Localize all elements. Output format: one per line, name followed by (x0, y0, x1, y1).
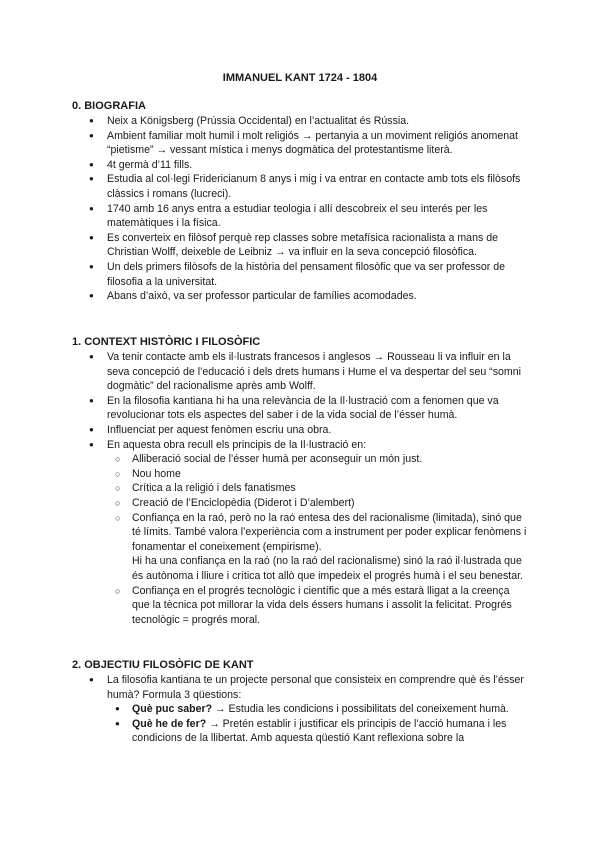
list-item: ● Es converteix en filòsof perquè rep classes sobre metafísica racionalista a mans de Christian Wolff, deixeble de Leibniz → va influir en la seva concepció filosòfica. (107, 231, 527, 260)
list-item (107, 673, 527, 746)
list-item: ● Estudia al col·legi Fridericianum 8 anys i mig i va entrar en contacte amb tots els filòsofs clàssics i romans (lucreci). (107, 172, 527, 201)
list-item: ● Ambient familiar molt humil i molt religiós → pertanyia a un moviment religiós anomenat “pietisme” → vessant mística i menys dogmàtica del protestantisme literà. (107, 129, 527, 158)
list-item: ● 4t germà d’11 fills. (107, 158, 527, 173)
sub-list-item: ○ Nou home (132, 467, 527, 482)
section-heading-context: 1. CONTEXT HISTÒRIC I FILOSÒFIC (72, 336, 261, 348)
illustration-principles-list (132, 452, 527, 627)
sub-list-item: ○ Crítica a la religió i dels fanatismes (132, 481, 527, 496)
list-item: ● Un dels primers filòsofs de la història del pensament filosòfic que va ser professor de filosofia a la universitat. (107, 260, 527, 289)
question-item (132, 717, 527, 746)
list-item: ● En la filosofia kantiana hi ha una relevància de la Il·lustració com a fenomen que va revolucionar tots els aspectes del saber i de la vida social de l’ésser humà. (107, 394, 527, 423)
question-text: Què puc saber? (132, 703, 213, 716)
sub-list-item-text: Confiança en la raó, però no la raó entesa des del racionalisme (limitada), sinó que té límits. També valora l’experiència com a instrument per poder explicar fenòmens i fonamentar el coneixement (empirisme). (132, 511, 527, 553)
list-item-text: La filosofia kantiana te un projecte personal que consisteix en comprendre què és l’ésser humà? Formula 3 qüestions: (107, 674, 524, 701)
question-answer: → Pretén establir i justificar els principis de l’acció humana i les condicions de la llibertat. Amb aquesta qüestió Kant reflexiona sobre la (132, 717, 507, 745)
sub-list-item-note: Hi ha una confiança en la raó (no la raó del racionalisme) sinó la raó il·lustrada que és autònoma i lliure i crítica tot allò que impedeix el progrés humà i el seu benestar. (132, 555, 524, 582)
sub-list-item (132, 511, 527, 584)
list-item (107, 438, 527, 628)
section-heading-biografia: 0. BIOGRAFIA (72, 100, 146, 112)
sub-list-item: ○ Alliberació social de l’ésser humà per aconseguir un món just. (132, 452, 527, 467)
list-item: ● Neix a Königsberg (Prússia Occidental) en l’actualitat és Rússia. (107, 114, 527, 129)
sub-list-item: ○ Confiança en el progrés tecnològic i científic que a més estarà lligat a la creença que la tècnica pot millorar la vida dels éssers humans i assolit la felicitat. Progrés tecnològic = progrés moral. (132, 584, 527, 628)
list-item: ● 1740 amb 16 anys entra a estudiar teologia i allí descobreix el seu interés per les matemàtiques i la física. (107, 202, 527, 231)
sub-list-item: ○ Creació de l’Enciclopèdia (Diderot i D’alembert) (132, 496, 527, 511)
biografia-list (107, 114, 527, 304)
questions-list (132, 702, 527, 746)
document-title: IMMANUEL KANT 1724 - 1804 (222, 72, 378, 84)
list-item-text: En aquesta obra recull els principis de la Il·lustració en: (107, 438, 367, 451)
context-list (107, 350, 527, 627)
list-item: ● Va tenir contacte amb els il·lustrats francesos i anglesos → Rousseau li va influir en la seva concepció de l’educació i dels drets humans i Hume el va despertar del seu “somni dogmàtic” del racionalisme après amb Wolff. (107, 350, 527, 394)
question-answer: → Estudia les condicions i possibilitats del coneixement humà. (212, 703, 509, 716)
question-text: Què he de fer? (132, 717, 207, 730)
list-item: ● Abans d’això, va ser professor particular de famílies acomodades. (107, 289, 527, 304)
objectiu-list (107, 673, 527, 746)
list-item: ● Influenciat per aquest fenòmen escriu una obra. (107, 423, 527, 438)
question-item (132, 702, 527, 717)
section-heading-objectiu: 2. OBJECTIU FILOSÒFIC DE KANT (72, 659, 254, 671)
